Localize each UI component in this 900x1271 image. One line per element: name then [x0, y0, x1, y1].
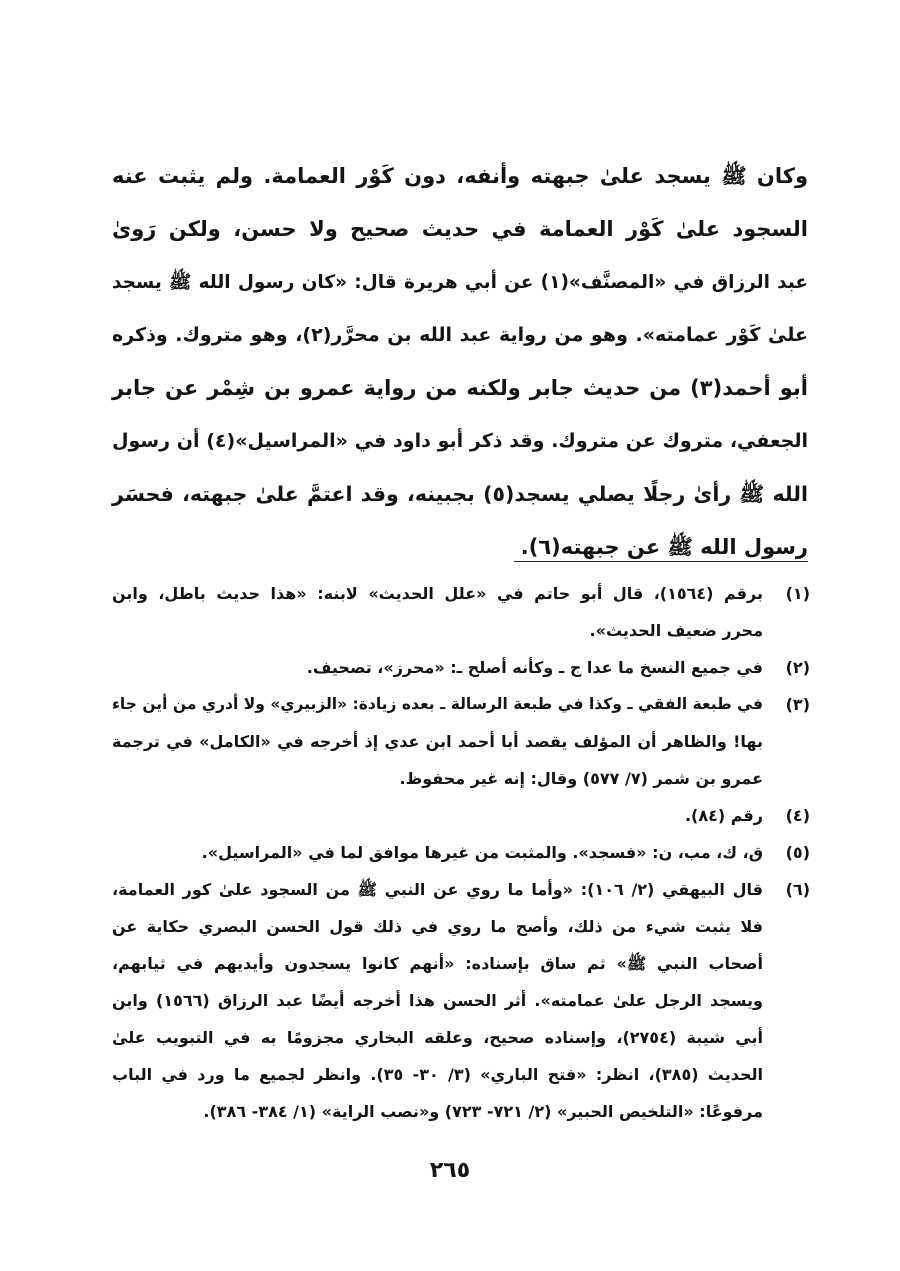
- footnote-5: [112, 834, 810, 871]
- footnote-line: برقم (١٥٦٤)، قال أبو حاتم في «علل الحديث» لابنه: «هذا حديث باطل، وابن: [112, 584, 763, 603]
- text-line: الله ﷺ رأىٰ رجلًا يصلي يسجد(٥) بجبينه، وقد اعتمَّ علىٰ جبهته، فحسَر: [112, 482, 808, 506]
- footnote-line: ويسجد الرجل علىٰ عمامته». أثر الحسن هذا أخرجه أيضًا عبد الرزاق (١٥٦٦) وابن: [112, 991, 763, 1010]
- footnote-line: في جميع النسخ ما عدا ج ـ وكأنه أصلح ـ: «محرز»، تصحيف.: [306, 658, 763, 677]
- text-line: السجود علىٰ كَوْر العمامة في حديث صحيح ولا حسن، ولكن رَوىٰ: [112, 217, 808, 241]
- footnote-line: ق، ك، مب، ن: «فسجد». والمثبت من غيرها موافق لما في «المراسيل».: [201, 843, 763, 862]
- footnote-line: مرفوعًا: «التلخيص الحبير» (٢/ ٧٢١- ٧٢٣) و«نصب الراية» (١/ ٣٨٤- ٣٨٦).: [203, 1102, 763, 1121]
- footnote-1: [112, 575, 810, 649]
- text-line: الجعفي، متروك عن متروك. وقد ذكر أبو داود في «المراسيل»(٤) أن رسول: [112, 430, 809, 452]
- footnote-divider: [514, 561, 808, 562]
- text-line: علىٰ كَوْر عمامته». وهو من رواية عبد الله بن محرَّر(٢)، وهو متروك. وذكره: [112, 324, 808, 346]
- footnote-line: فلا يثبت شيء من ذلك، وأصح ما روي في ذلك قول الحسن البصري حكاية عن: [112, 917, 763, 936]
- main-text: [112, 150, 808, 574]
- footnote-line: أصحاب النبي ﷺ» ثم ساق بإسناده: «أنهم كانوا يسجدون وأيديهم في ثيابهم،: [112, 954, 763, 973]
- text-line: أبو أحمد(٣) من حديث جابر ولكنه من رواية عمرو بن شِمْر عن جابر: [112, 376, 809, 400]
- footnote-3: [112, 686, 810, 797]
- footnote-number: (٥): [785, 843, 810, 862]
- footnote-line: قال البيهقي (٢/ ١٠٦): «وأما ما روي عن النبي ﷺ من السجود علىٰ كور العمامة،: [112, 880, 763, 899]
- page-number: ٢٦٥: [429, 1158, 471, 1183]
- footnote-line: بها! والظاهر أن المؤلف يقصد أبا أحمد ابن عدي إذ أخرجه في «الكامل» في ترجمة: [112, 732, 763, 751]
- footnote-line: عمرو بن شمر (٧/ ٥٧٧) وقال: إنه غير محفوظ.: [399, 769, 763, 788]
- footnote-6: [112, 871, 810, 1130]
- footnote-line: الحديث (٣٨٥)، انظر: «فتح الباري» (٣/ ٣٠- ٣٥). وانظر لجميع ما ورد في الباب: [112, 1065, 763, 1084]
- footnote-4: [112, 797, 810, 834]
- footnote-line: في طبعة الفقي ـ وكذا في طبعة الرسالة ـ بعده زيادة: «الزبيري» ولا أدري من أين جاء: [112, 695, 763, 713]
- footnote-line: رقم (٨٤).: [684, 806, 763, 825]
- text-line: رسول الله ﷺ عن جبهته(٦).: [520, 535, 808, 559]
- footnote-line: محرر ضعيف الحديث».: [589, 621, 763, 640]
- text-line: وكان ﷺ يسجد علىٰ جبهته وأنفه، دون كَوْر العمامة. ولم يثبت عنه: [112, 164, 808, 188]
- footnote-2: [112, 649, 810, 686]
- text-line: عبد الرزاق في «المصنَّف»(١) عن أبي هريرة قال: «كان رسول الله ﷺ يسجد: [112, 272, 809, 293]
- footnote-number: (٣): [785, 695, 810, 714]
- footnote-number: (٢): [785, 658, 810, 677]
- footnote-line: أبي شيبة (٢٧٥٤)، وإسناده صحيح، وعلقه البخاري مجزومًا به في التبويب علىٰ: [112, 1028, 763, 1047]
- footnote-number: (٤): [785, 806, 810, 825]
- footnote-number: (١): [785, 584, 810, 603]
- footnotes: [112, 575, 810, 1130]
- footnote-number: (٦): [785, 880, 810, 899]
